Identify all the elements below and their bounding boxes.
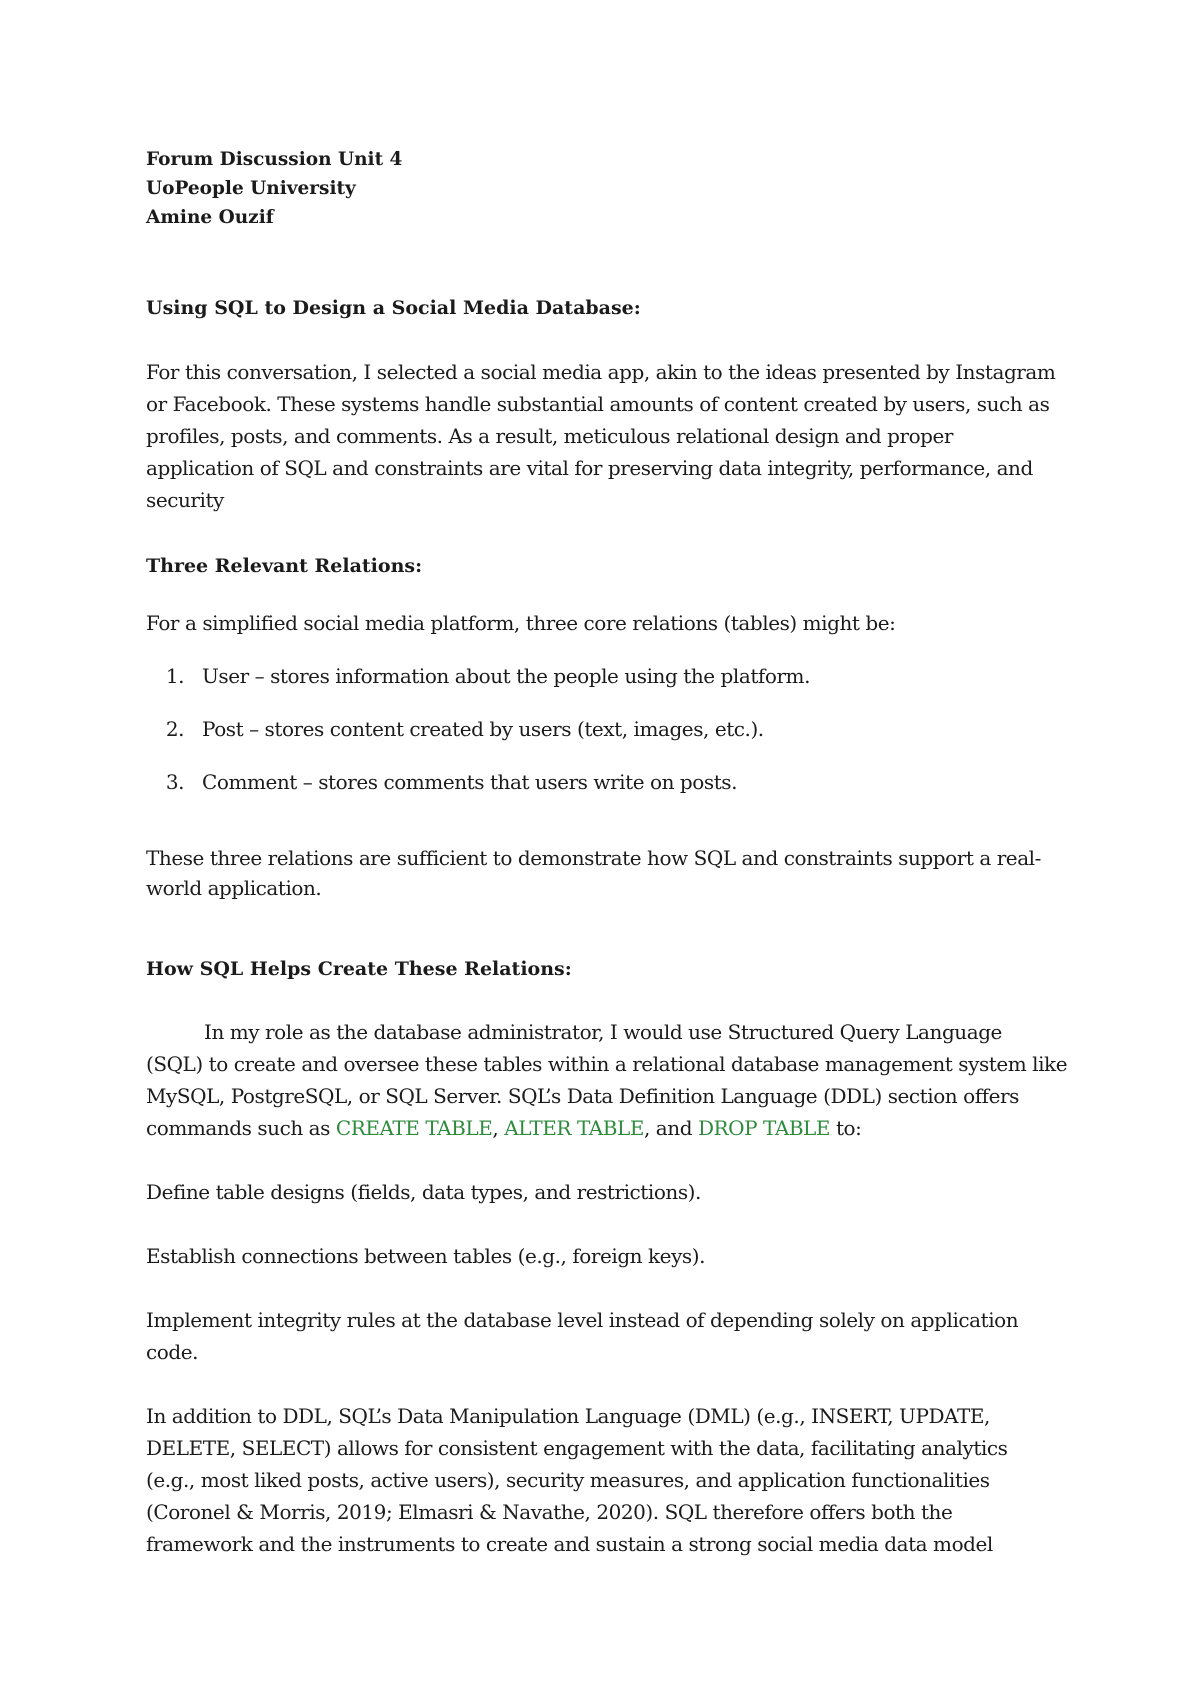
paragraph-line: framework and the instruments to create and sustain a strong social media data model: [146, 1532, 993, 1556]
paragraph-line: Establish connections between tables (e.g., foreign keys).: [146, 1244, 705, 1268]
list-number: 3.: [165, 770, 184, 794]
paragraph-line: security: [146, 488, 224, 512]
paragraph-line: profiles, posts, and comments. As a result, meticulous relational design and proper: [146, 424, 954, 448]
paragraph-line: Implement integrity rules at the database level instead of depending solely on application: [146, 1308, 1019, 1332]
author-name: Amine Ouzif: [146, 207, 274, 228]
paragraph-line: MySQL, PostgreSQL, or SQL Server. SQL’s Data Definition Language (DDL) section offers: [146, 1084, 1019, 1108]
paragraph-line: (Coronel & Morris, 2019; Elmasri & Navathe, 2020). SQL therefore offers both the: [146, 1500, 953, 1524]
paragraph-line: (SQL) to create and oversee these tables within a relational database management system like: [146, 1052, 1068, 1076]
sql-command-drop-table: DROP TABLE: [697, 1116, 831, 1140]
university-name: UoPeople University: [146, 178, 356, 199]
list-item: [146, 717, 764, 741]
paragraph-line: or Facebook. These systems handle substantial amounts of content created by users, such as: [146, 392, 1050, 416]
paragraph-line: These three relations are sufficient to demonstrate how SQL and constraints support a real-: [146, 846, 1041, 870]
paragraph-line: application of SQL and constraints are vital for preserving data integrity, performance, and: [146, 456, 1033, 480]
sql-command-alter-table: ALTER TABLE: [504, 1116, 644, 1140]
section-heading-design: Using SQL to Design a Social Media Database:: [146, 297, 641, 319]
list-item: [146, 770, 737, 794]
list-number: 2.: [165, 717, 184, 741]
list-item-text: User – stores information about the people using the platform.: [202, 664, 810, 688]
text-run: ,: [492, 1116, 505, 1140]
text-run: to:: [830, 1116, 862, 1140]
paragraph-line: (e.g., most liked posts, active users), security measures, and application functionalities: [146, 1468, 990, 1492]
section-heading-relations: Three Relevant Relations:: [146, 555, 423, 577]
list-item-text: Post – stores content created by users (text, images, etc.).: [202, 717, 764, 741]
list-number: 1.: [165, 664, 184, 688]
paragraph-line: DELETE, SELECT) allows for consistent engagement with the data, facilitating analytics: [146, 1436, 1008, 1460]
paragraph-line: [146, 1116, 861, 1140]
list-item: [146, 664, 810, 688]
text-run: , and: [643, 1116, 698, 1140]
document-title: Forum Discussion Unit 4: [146, 149, 403, 170]
paragraph-line: world application.: [146, 876, 322, 900]
paragraph-line: Define table designs (fields, data types, and restrictions).: [146, 1180, 701, 1204]
paragraph-line: For a simplified social media platform, three core relations (tables) might be:: [146, 611, 896, 635]
paragraph-line: In my role as the database administrator, I would use Structured Query Language: [204, 1020, 1002, 1044]
paragraph-line: In addition to DDL, SQL’s Data Manipulation Language (DML) (e.g., INSERT, UPDATE,: [146, 1404, 990, 1428]
list-item-text: Comment – stores comments that users write on posts.: [202, 770, 737, 794]
paragraph-line: code.: [146, 1340, 198, 1364]
text-run: commands such as: [146, 1116, 336, 1140]
paragraph-line: For this conversation, I selected a social media app, akin to the ideas presented by Instagram: [146, 360, 1056, 384]
sql-command-create-table: CREATE TABLE: [335, 1116, 493, 1140]
section-heading-sql: How SQL Helps Create These Relations:: [146, 958, 572, 980]
